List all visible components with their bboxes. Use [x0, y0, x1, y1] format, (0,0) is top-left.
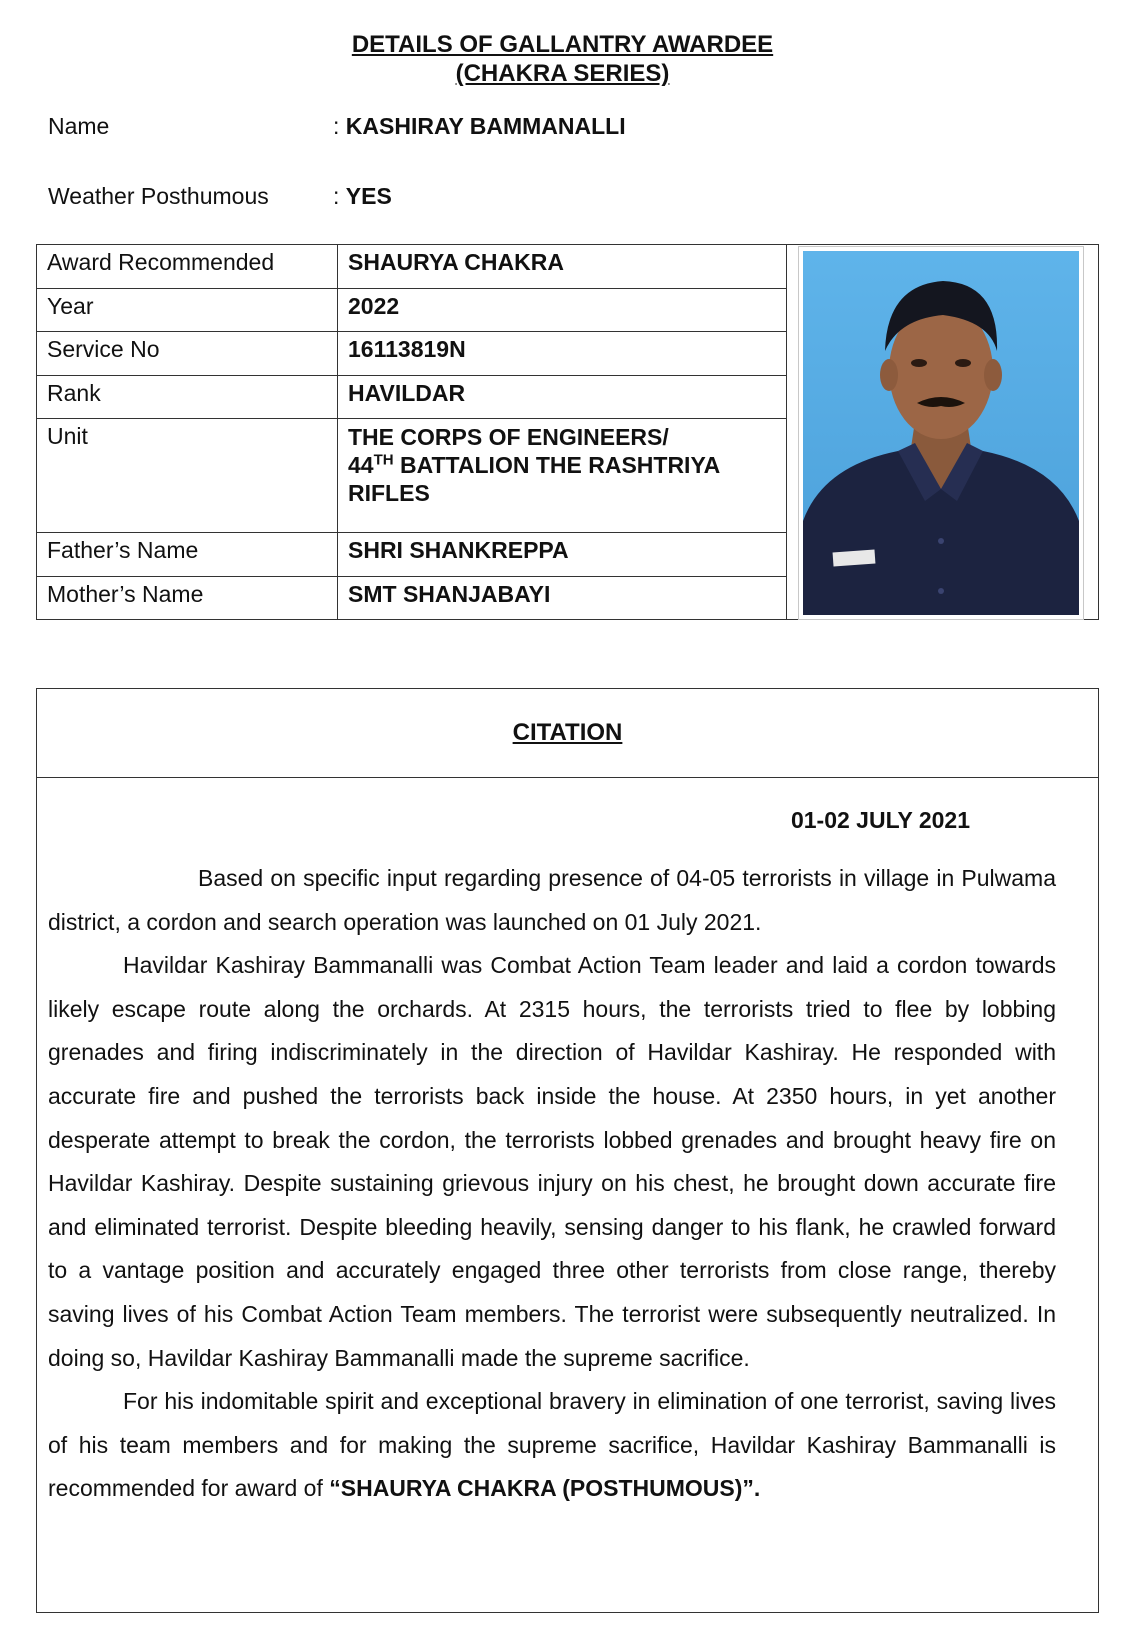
title-line-1: DETAILS OF GALLANTRY AWARDEE: [351, 31, 774, 58]
unit-value: [338, 419, 787, 533]
posthumous-value-text: YES: [345, 183, 392, 209]
service-no-label: Service No: [37, 332, 338, 376]
posthumous-value: : YES: [333, 183, 392, 209]
name-value-text: KASHIRAY BAMMANALLI: [345, 113, 626, 139]
citation-award-emphasis: “SHAURYA CHAKRA (POSTHUMOUS)”: [329, 1475, 754, 1502]
mother-name-label: Mother’s Name: [37, 577, 338, 620]
citation-date: 01-02 JULY 2021: [790, 807, 970, 833]
unit-line-3: RIFLES: [348, 480, 430, 506]
awardee-photo: [803, 251, 1079, 615]
year-label: Year: [37, 289, 338, 332]
award-label: Award Recommended: [37, 245, 338, 289]
award-value: SHAURYA CHAKRA: [338, 245, 787, 289]
citation-paragraph-3: [48, 1380, 1056, 1511]
rank-label: Rank: [37, 376, 338, 419]
mother-name-value: SMT SHANJABAYI: [338, 577, 787, 620]
document-title: [0, 30, 1125, 88]
name-value: : KASHIRAY BAMMANALLI: [333, 113, 626, 139]
unit-line-2-rest: BATTALION THE RASHTRIYA: [393, 452, 721, 478]
posthumous-label: Weather Posthumous: [48, 183, 269, 209]
title-line-2: (CHAKRA SERIES): [455, 60, 670, 87]
photo-cell: [787, 245, 1099, 620]
father-name-value: SHRI SHANKREPPA: [338, 533, 787, 577]
citation-paragraph-2: Havildar Kashiray Bammanalli was Combat Action Team leader and laid a cordon towards likely escape route along the orchards. At 2315 hours, the terrorists tried to flee by lobbing grenades and firing indiscriminately in the direction of Havildar Kashiray. He responded with accurate fire and pushed the terrorists back inside the house. At 2350 hours, in yet another desperate attempt to break the cordon, the terrorists lobbed grenades and brought heavy fire on Havildar Kashiray. Despite sustaining grievous injury on his chest, he brought down accurate fire and eliminated terrorist. Despite bleeding heavily, sensing danger to his flank, he crawled forward to a vantage position and accurately engaged three other terrorists from close range, thereby saving lives of his Combat Action Team members. The terrorist were subsequently neutralized. In doing so, Havildar Kashiray Bammanalli made the supreme sacrifice.: [48, 952, 1056, 1371]
citation-body: [48, 857, 1056, 1511]
rank-value: HAVILDAR: [338, 376, 787, 419]
year-value: 2022: [338, 289, 787, 332]
unit-line-2-number: 44: [348, 452, 374, 478]
details-table: [36, 244, 1099, 620]
unit-line-2: [348, 451, 776, 479]
citation-paragraph-1: Based on specific input regarding presence of 04-05 terrorists in village in Pulwama district, a cordon and search operation was launched on 01 July 2021.: [48, 865, 1056, 935]
citation-paragraph-3-end: .: [753, 1475, 761, 1502]
unit-line-1: THE CORPS OF ENGINEERS/: [348, 424, 669, 450]
father-name-label: Father’s Name: [37, 533, 338, 577]
unit-line-2-ordinal: TH: [373, 451, 394, 469]
citation-box: [36, 688, 1099, 1613]
name-label: Name: [48, 113, 110, 139]
citation-heading: CITATION: [37, 689, 1098, 778]
citation-paragraph-3-text: For his indomitable spirit and exceptional bravery in elimination of one terrorist, saving lives of his team members and for making the supreme sacrifice, Havildar Kashiray Bammanalli is recommended for award of: [48, 1388, 1056, 1502]
service-no-value: 16113819N: [338, 332, 787, 376]
unit-label: Unit: [37, 419, 338, 533]
